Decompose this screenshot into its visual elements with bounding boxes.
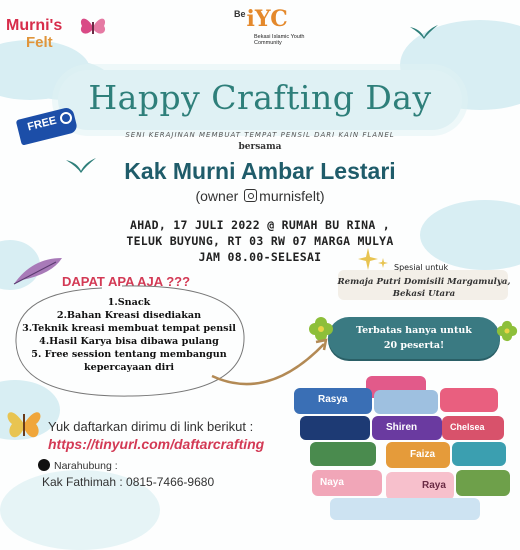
- pencil-case: [310, 442, 376, 466]
- pencil-case: [456, 470, 510, 496]
- special-audience: Remaja Putri Domisili Margamulya, Bekasi Utara: [337, 277, 511, 299]
- benefit-item: 3.Teknik kreasi membuat tempat pensil: [22, 323, 236, 334]
- tag-hole-icon: [60, 112, 72, 124]
- benefit-item: 4.Hasil Karya bisa dibawa pulang: [39, 336, 219, 347]
- pencil-case: Shiren: [372, 416, 442, 440]
- benefit-item: 1.Snack: [107, 297, 151, 308]
- pencil-case: [300, 416, 370, 440]
- special-label: Spesial untuk: [394, 263, 449, 272]
- butterfly-icon: [4, 402, 44, 446]
- limit-text: Terbatas hanya untuk 20 peserta!: [356, 325, 472, 351]
- benefit-item: kepercayaan diri: [83, 362, 175, 373]
- event-title: Happy Crafting Day: [88, 78, 432, 117]
- with-label: bersama: [238, 142, 282, 152]
- product-photo: [290, 376, 520, 520]
- benefit-item: 5. Free session tentang membangun: [31, 349, 227, 360]
- pencil-case: Raya: [386, 472, 454, 500]
- speaker-name: Kak Murni Ambar Lestari: [124, 158, 396, 184]
- event-time: JAM 08.00-SELESAI: [198, 250, 322, 264]
- org-logo-subtitle: Bekasi Islamic Youth Community: [254, 34, 305, 46]
- pencil-case: Faiza: [386, 442, 450, 468]
- phone-icon: [38, 459, 50, 471]
- pencil-case: [440, 388, 498, 412]
- benefits-heading: DAPAT APA AJA ???: [62, 274, 191, 289]
- pencil-case: [374, 390, 438, 414]
- butterfly-icon: [78, 14, 108, 40]
- benefit-item: 2.Bahan Kreasi disediakan: [56, 310, 202, 321]
- pencil-case: Chelsea: [442, 416, 504, 440]
- brand-logo-text: Murni's: [6, 17, 63, 34]
- event-subtitle: SENI KERAJINAN MEMBUAT TEMPAT PENSIL DARI KAIN FLANEL: [125, 131, 395, 139]
- pencil-case: Rasya: [294, 388, 372, 414]
- register-link[interactable]: https://tinyurl.com/daftarcrafting: [48, 436, 265, 452]
- brand-logo-subtext: Felt: [26, 34, 53, 51]
- contact-label: Narahubung :: [54, 460, 118, 472]
- instagram-icon: [244, 189, 257, 202]
- pencil-case: [330, 498, 480, 520]
- org-logo: $^{Be}$iYC: [234, 6, 288, 32]
- speaker-owner: (owner murnisfelt): [195, 188, 325, 204]
- pencil-case: [452, 442, 506, 466]
- free-badge-label: FREE: [26, 114, 58, 134]
- register-prompt: Yuk daftarkan dirimu di link berikut :: [48, 419, 254, 434]
- instagram-handle: murnisfelt): [259, 188, 325, 204]
- event-address: TELUK BUYUNG, RT 03 RW 07 MARGA MULYA: [126, 234, 394, 248]
- event-date-venue: AHAD, 17 JULI 2022 @ RUMAH BU RINA ,: [129, 218, 391, 232]
- bird-icon: [410, 25, 438, 39]
- pencil-case: Naya: [312, 470, 382, 496]
- contact-value: Kak Fathimah : 0815-7466-9680: [42, 475, 215, 489]
